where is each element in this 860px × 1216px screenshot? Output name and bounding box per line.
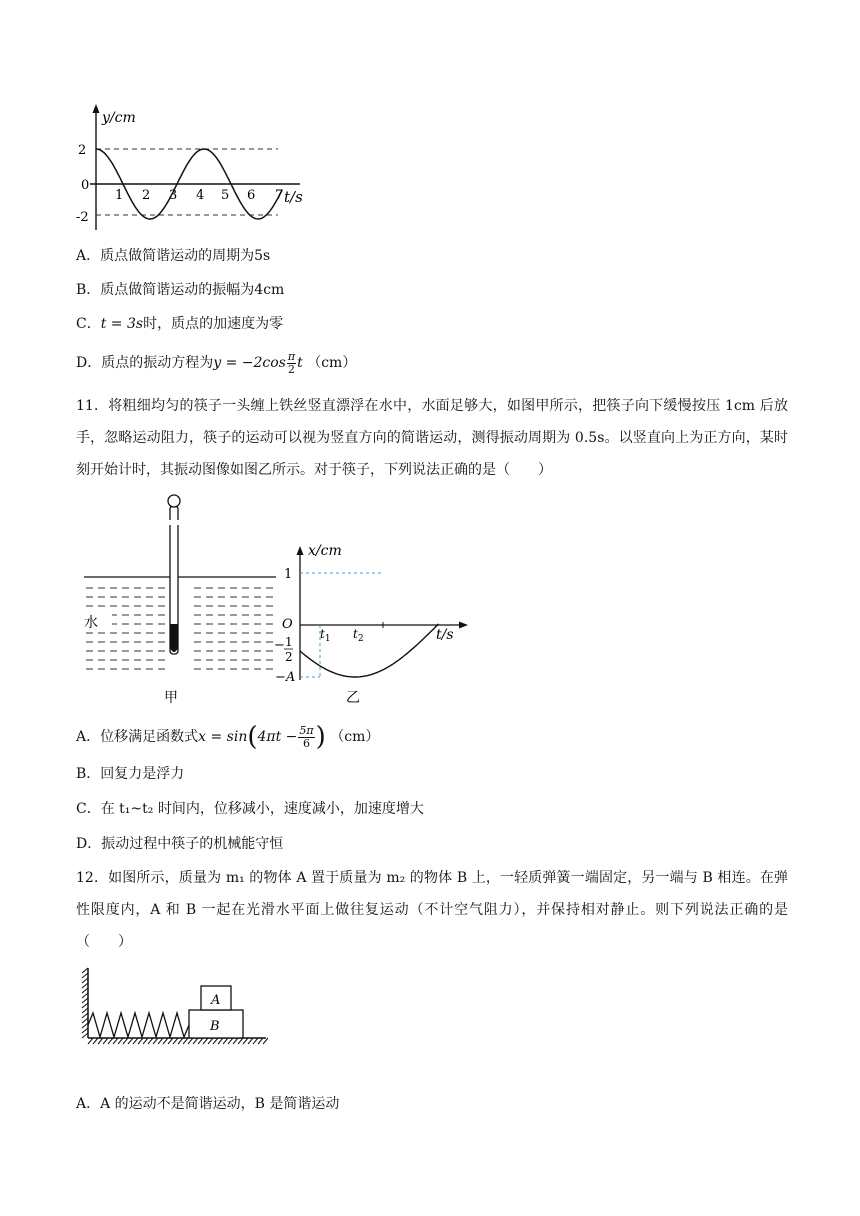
origin-label: O bbox=[282, 617, 293, 632]
block-a-label: A bbox=[211, 993, 221, 1008]
ground-hatch-line bbox=[98, 1038, 103, 1044]
ground-hatch-line bbox=[213, 1038, 218, 1044]
ground-hatch-line bbox=[218, 1038, 223, 1044]
q11-option-a bbox=[76, 722, 379, 752]
x-tick-6: 6 bbox=[247, 188, 256, 203]
ground-hatch-line bbox=[198, 1038, 203, 1044]
q10-option-d-math: y = −2cos bbox=[213, 355, 286, 371]
figure-yi-label: 乙 bbox=[346, 690, 360, 706]
q11-option-a-prefix: A．位移满足函数式 bbox=[76, 729, 199, 745]
q11-option-c: C．在 t₁~t₂ 时间内，位移减小，速度减小，加速度增大 bbox=[76, 801, 424, 817]
ground-hatch-line bbox=[158, 1038, 163, 1044]
wall-hatch-line bbox=[82, 1018, 88, 1023]
q10-option-c bbox=[76, 314, 283, 334]
q10-option-c-suffix: 时，质点的加速度为零 bbox=[143, 316, 284, 332]
q11-stem: 11．将粗细均匀的筷子一头缠上铁丝竖直漂浮在水中，水面足够大，如图甲所示，把筷子向下缓慢按压 1cm 后放手，忽略运动阻力，筷子的运动可以视为竖直方向的简谐运动，测得振动周期为 0.5s。以竖直向上为正方向，某时刻开始计时，其振动图像如图乙所示。对于筷子，下列说法正确的是（ ） bbox=[76, 398, 788, 478]
ground-hatch-line bbox=[193, 1038, 198, 1044]
ground-hatch-line bbox=[248, 1038, 253, 1044]
x-tick-4: 4 bbox=[196, 188, 205, 203]
paren-left: ( bbox=[247, 722, 258, 752]
ground-hatch-line bbox=[258, 1038, 263, 1044]
ground-hatch-line bbox=[108, 1038, 113, 1044]
ground-hatch-line bbox=[238, 1038, 243, 1044]
t1-label: $t_1$ bbox=[320, 627, 331, 644]
paren-right: ) bbox=[315, 722, 326, 752]
ground-hatch-line bbox=[133, 1038, 138, 1044]
figure-chopstick-in-water bbox=[80, 490, 280, 705]
tick-1: 1 bbox=[284, 567, 293, 582]
ground-hatch-line bbox=[173, 1038, 178, 1044]
wall-hatch-line bbox=[82, 1033, 88, 1038]
ground-hatch-line bbox=[138, 1038, 143, 1044]
ground-hatch-line bbox=[168, 1038, 173, 1044]
graph-y-t bbox=[78, 100, 318, 240]
ground-hatch-line bbox=[183, 1038, 188, 1044]
wall-hatch-line bbox=[82, 983, 88, 988]
ground-hatch-line bbox=[253, 1038, 258, 1044]
block-b-label: B bbox=[210, 1019, 220, 1034]
tick-neg-sign: − bbox=[274, 638, 285, 653]
ground-hatch-line bbox=[128, 1038, 133, 1044]
tick-neg-half-den: 2 bbox=[285, 650, 293, 664]
wall-hatch-line bbox=[82, 1003, 88, 1008]
q10-option-c-math: t = 3s bbox=[100, 316, 144, 332]
ground-hatch-line bbox=[178, 1038, 183, 1044]
wall-hatch-line bbox=[82, 993, 88, 998]
fraction-denominator: 2 bbox=[287, 362, 295, 376]
t-axis-label: t/s bbox=[436, 627, 454, 643]
ground-hatch-line bbox=[153, 1038, 158, 1044]
ground-hatch-line bbox=[233, 1038, 238, 1044]
q10-option-a: A．质点做简谐运动的周期为5s bbox=[76, 248, 271, 264]
wall-hatch-line bbox=[82, 968, 88, 973]
q11-option-b: B．回复力是浮力 bbox=[76, 766, 185, 782]
y-tick-2: 2 bbox=[78, 143, 87, 158]
tick-neg-half-num: 1 bbox=[285, 635, 293, 649]
x-tick-1: 1 bbox=[115, 188, 124, 203]
wall-hatch-line bbox=[82, 1023, 88, 1028]
x-axis-label: t/s bbox=[284, 188, 303, 206]
ground-hatch-line bbox=[208, 1038, 213, 1044]
tick-neg-A: −A bbox=[275, 670, 296, 685]
ground-hatch-line bbox=[88, 1038, 93, 1044]
ground-hatch-line bbox=[143, 1038, 148, 1044]
ground-hatch-line bbox=[203, 1038, 208, 1044]
ground-hatch-line bbox=[148, 1038, 153, 1044]
wall-hatch-line bbox=[82, 988, 88, 993]
ground-hatch-line bbox=[103, 1038, 108, 1044]
q10-option-d-fraction bbox=[287, 351, 296, 376]
x-tick-2: 2 bbox=[142, 188, 151, 203]
ground-hatch-line bbox=[188, 1038, 193, 1044]
ground-hatch-line bbox=[163, 1038, 168, 1044]
ground-hatch-line bbox=[228, 1038, 233, 1044]
t2-label: $t_2$ bbox=[353, 627, 364, 644]
q11-option-d: D．振动过程中筷子的机械能守恒 bbox=[76, 836, 284, 852]
graph-x-t bbox=[270, 540, 470, 708]
q11-option-a-unit: （cm） bbox=[330, 729, 380, 745]
water-label: 水 bbox=[84, 615, 98, 631]
fraction-denominator: 6 bbox=[303, 736, 311, 750]
q10-option-b: B．质点做简谐运动的振幅为4cm bbox=[76, 282, 285, 298]
fraction-numerator: π bbox=[287, 349, 296, 363]
wall-hatch-line bbox=[82, 1028, 88, 1033]
wall-hatch-line bbox=[82, 998, 88, 1003]
x-tick-7: 7 bbox=[275, 188, 284, 203]
ground-hatch-line bbox=[243, 1038, 248, 1044]
q12-option-a: A．A 的运动不是简谐运动，B 是简谐运动 bbox=[76, 1096, 340, 1112]
q10-option-d bbox=[76, 350, 356, 376]
x-axis-y-label: x/cm bbox=[308, 543, 342, 559]
wall-hatch-line bbox=[82, 1013, 88, 1018]
figure-spring-blocks bbox=[76, 960, 276, 1050]
y-tick-0: 0 bbox=[81, 178, 90, 193]
wall-hatch-line bbox=[82, 978, 88, 983]
q10-option-d-unit: （cm） bbox=[307, 355, 357, 371]
ground-hatch-line bbox=[223, 1038, 228, 1044]
ground-hatch-line bbox=[118, 1038, 123, 1044]
fraction-numerator: 5π bbox=[299, 723, 314, 737]
q12-stem: 12．如图所示，质量为 m₁ 的物体 A 置于质量为 m₂ 的物体 B 上，一轻质弹簧一端固定，另一端与 B 相连。在弹性限度内，A 和 B 一起在光滑水平面上做往复运动（不计空气阻力），并保持相对静止。则下列说法正确的是（ ） bbox=[76, 870, 788, 950]
ground-hatch-line bbox=[93, 1038, 98, 1044]
ground-hatch-line bbox=[123, 1038, 128, 1044]
q11-option-a-math2: 4πt − bbox=[257, 729, 298, 745]
figure-jia-label: 甲 bbox=[164, 690, 178, 706]
q10-option-d-var: t bbox=[297, 355, 303, 371]
y-tick-neg2: -2 bbox=[76, 210, 89, 225]
wall-hatch-line bbox=[82, 1008, 88, 1013]
ground-hatch-line bbox=[263, 1038, 268, 1044]
q11-option-a-fraction bbox=[298, 725, 314, 750]
q11-option-a-math1: x = sin bbox=[198, 729, 248, 745]
y-axis-label: y/cm bbox=[102, 110, 136, 126]
wall-hatch-line bbox=[82, 973, 88, 978]
q10-option-d-prefix: D．质点的振动方程为 bbox=[76, 355, 214, 371]
x-tick-3: 3 bbox=[169, 188, 178, 203]
ground-hatch-line bbox=[113, 1038, 118, 1044]
q10-option-c-prefix: C． bbox=[76, 316, 101, 332]
x-tick-5: 5 bbox=[221, 188, 230, 203]
